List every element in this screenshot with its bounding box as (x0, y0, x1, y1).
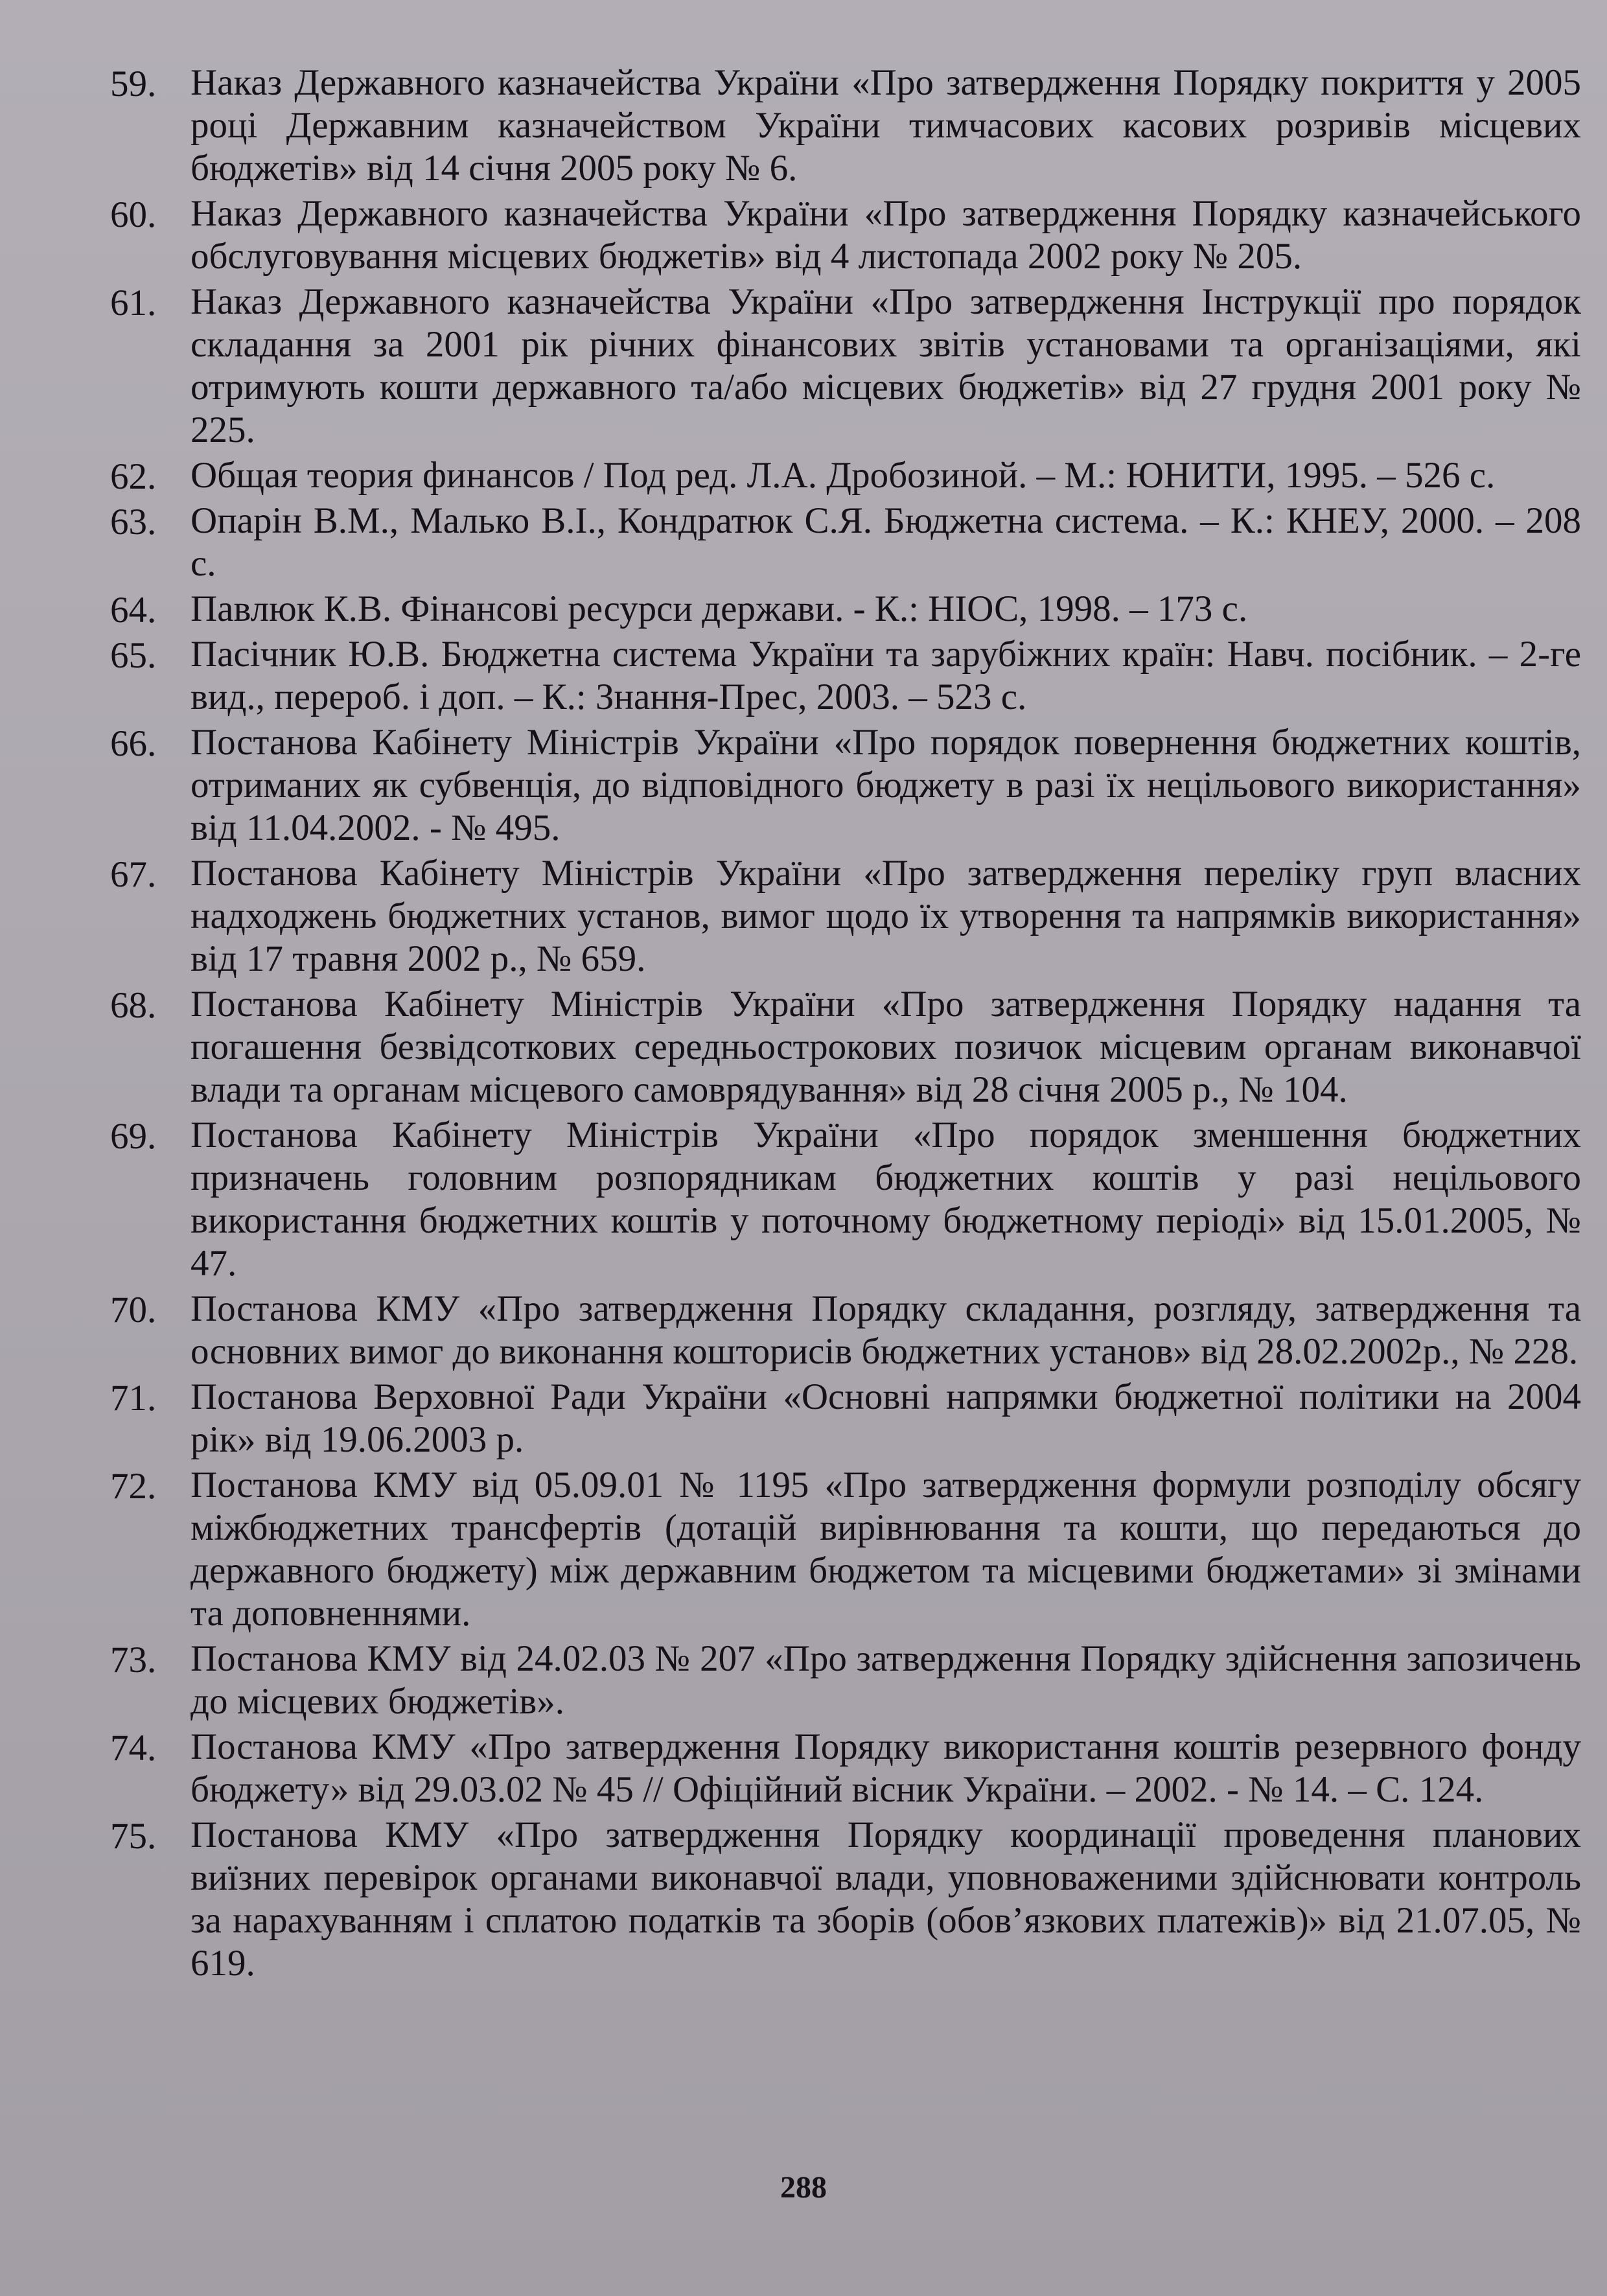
item-text: Постанова Верховної Ради України «Основні напрямки бюджетної політики на 2004 рік» від 19.06.2003 р. (191, 1376, 1581, 1460)
bibliography-item (110, 1288, 1581, 1373)
item-text: Постанова КМУ «Про затвердження Порядку використання коштів резервного фонду бюджету» від 29.03.02 № 45 // Офіційний вісник України. – 2002. - № 14. – С. 124. (191, 1726, 1581, 1810)
item-number: 70. (110, 1290, 157, 1330)
item-number: 65. (110, 635, 157, 676)
item-text: Общая теория финансов / Под ред. Л.А. Дробозиной. – М.: ЮНИТИ, 1995. – 526 с. (191, 455, 1496, 496)
bibliography-item (110, 1464, 1581, 1635)
item-text: Опарін В.М., Малько В.І., Кондратюк С.Я. Бюджетна система. – К.: КНЕУ, 2000. – 208 с. (191, 500, 1581, 584)
item-text: Постанова Кабінету Міністрів України «Про затвердження Порядку надання та погашення безвідсоткових середньострокових позичок місцевим органам виконавчої влади та органам місцевого самоврядування» від 28 січня 2005 р., № 104. (191, 984, 1581, 1110)
page-number: 288 (780, 2170, 827, 2205)
item-number: 68. (110, 985, 157, 1026)
item-text: Постанова Кабінету Міністрів України «Про порядок повернення бюджетних коштів, отриманих як субвенція, до відповідного бюджету в разі їх нецільового використання» від 11.04.2002. - № 495. (191, 722, 1581, 848)
item-number: 61. (110, 283, 157, 323)
bibliography-item (110, 1114, 1581, 1285)
item-text: Павлюк К.В. Фінансові ресурси держави. - К.: НІОС, 1998. – 173 с. (191, 588, 1248, 629)
item-number: 64. (110, 590, 157, 631)
bibliography-item (110, 454, 1581, 497)
bibliography-item (110, 633, 1581, 719)
bibliography-item (110, 852, 1581, 980)
bibliography-item (110, 281, 1581, 452)
item-text: Наказ Державного казначейства України «Про затвердження Порядку казначейського обслуговування місцевих бюджетів» від 4 листопада 2002 року № 205. (191, 193, 1581, 277)
item-text: Пасічник Ю.В. Бюджетна система України та зарубіжних країн: Навч. посібник. – 2-ге вид., перероб. і доп. – К.: Знання-Прес, 2003. – 523 с. (191, 634, 1581, 717)
item-number: 63. (110, 502, 157, 542)
bibliography-item (110, 500, 1581, 585)
item-number: 71. (110, 1378, 157, 1419)
bibliography-item (110, 62, 1581, 190)
bibliography-item (110, 588, 1581, 631)
bibliography-item (110, 1726, 1581, 1811)
bibliography-list (110, 62, 1581, 1988)
item-text: Постанова КМУ від 24.02.03 № 207 «Про затвердження Порядку здійснення запозичень до місцевих бюджетів». (191, 1638, 1581, 1722)
item-number: 74. (110, 1728, 157, 1768)
bibliography-item (110, 721, 1581, 850)
item-number: 62. (110, 456, 157, 497)
bibliography-item (110, 1814, 1581, 1985)
item-text: Постанова Кабінету Міністрів України «Про порядок зменшення бюджетних призначень головним розпорядникам бюджетних коштів у разі нецільового використання бюджетних коштів у поточному бюджетному періоді» від 15.01.2005, № 47. (191, 1115, 1581, 1284)
item-number: 59. (110, 64, 157, 104)
item-number: 67. (110, 854, 157, 895)
item-number: 75. (110, 1816, 157, 1857)
bibliography-item (110, 192, 1581, 278)
item-text: Постанова Кабінету Міністрів України «Про затвердження переліку груп власних надходжень бюджетних установ, вимог щодо їх утворення та напрямків використання» від 17 травня 2002 р., № 659. (191, 853, 1581, 979)
item-text: Постанова КМУ «Про затвердження Порядку складання, розгляду, затвердження та основних вимог до виконання кошторисів бюджетних установ» від 28.02.2002р., № 228. (191, 1288, 1581, 1372)
bibliography-item (110, 1376, 1581, 1461)
item-text: Постанова КМУ від 05.09.01 № 1195 «Про затвердження формули розподілу обсягу міжбюджетних трансфертів (дотацій вирівнювання та кошти, що передаються до державного бюджету) між державним бюджетом та місцевими бюджетами» зі змінами та доповненнями. (191, 1465, 1581, 1634)
item-number: 72. (110, 1466, 157, 1507)
item-text: Постанова КМУ «Про затвердження Порядку координації проведення планових виїзних перевірок органами виконавчої влади, уповноваженими здійснювати контроль за нарахуванням і сплатою податків та зборів (обов’язкових платежів)» від 21.07.05, № 619. (191, 1815, 1581, 1984)
item-text: Наказ Державного казначейства України «Про затвердження Інструкції про порядок складання за 2001 рік річних фінансових звітів установами та організаціями, які отримують кошти державного та/або місцевих бюджетів» від 27 грудня 2001 року № 225. (191, 281, 1581, 450)
bibliography-item (110, 1638, 1581, 1723)
item-text: Наказ Державного казначейства України «Про затвердження Порядку покриття у 2005 році Державним казначейством України тимчасових касових розривів місцевих бюджетів» від 14 січня 2005 року № 6. (191, 62, 1581, 189)
item-number: 66. (110, 723, 157, 764)
item-number: 73. (110, 1640, 157, 1680)
item-number: 60. (110, 194, 157, 235)
bibliography-item (110, 983, 1581, 1111)
item-number: 69. (110, 1116, 157, 1157)
